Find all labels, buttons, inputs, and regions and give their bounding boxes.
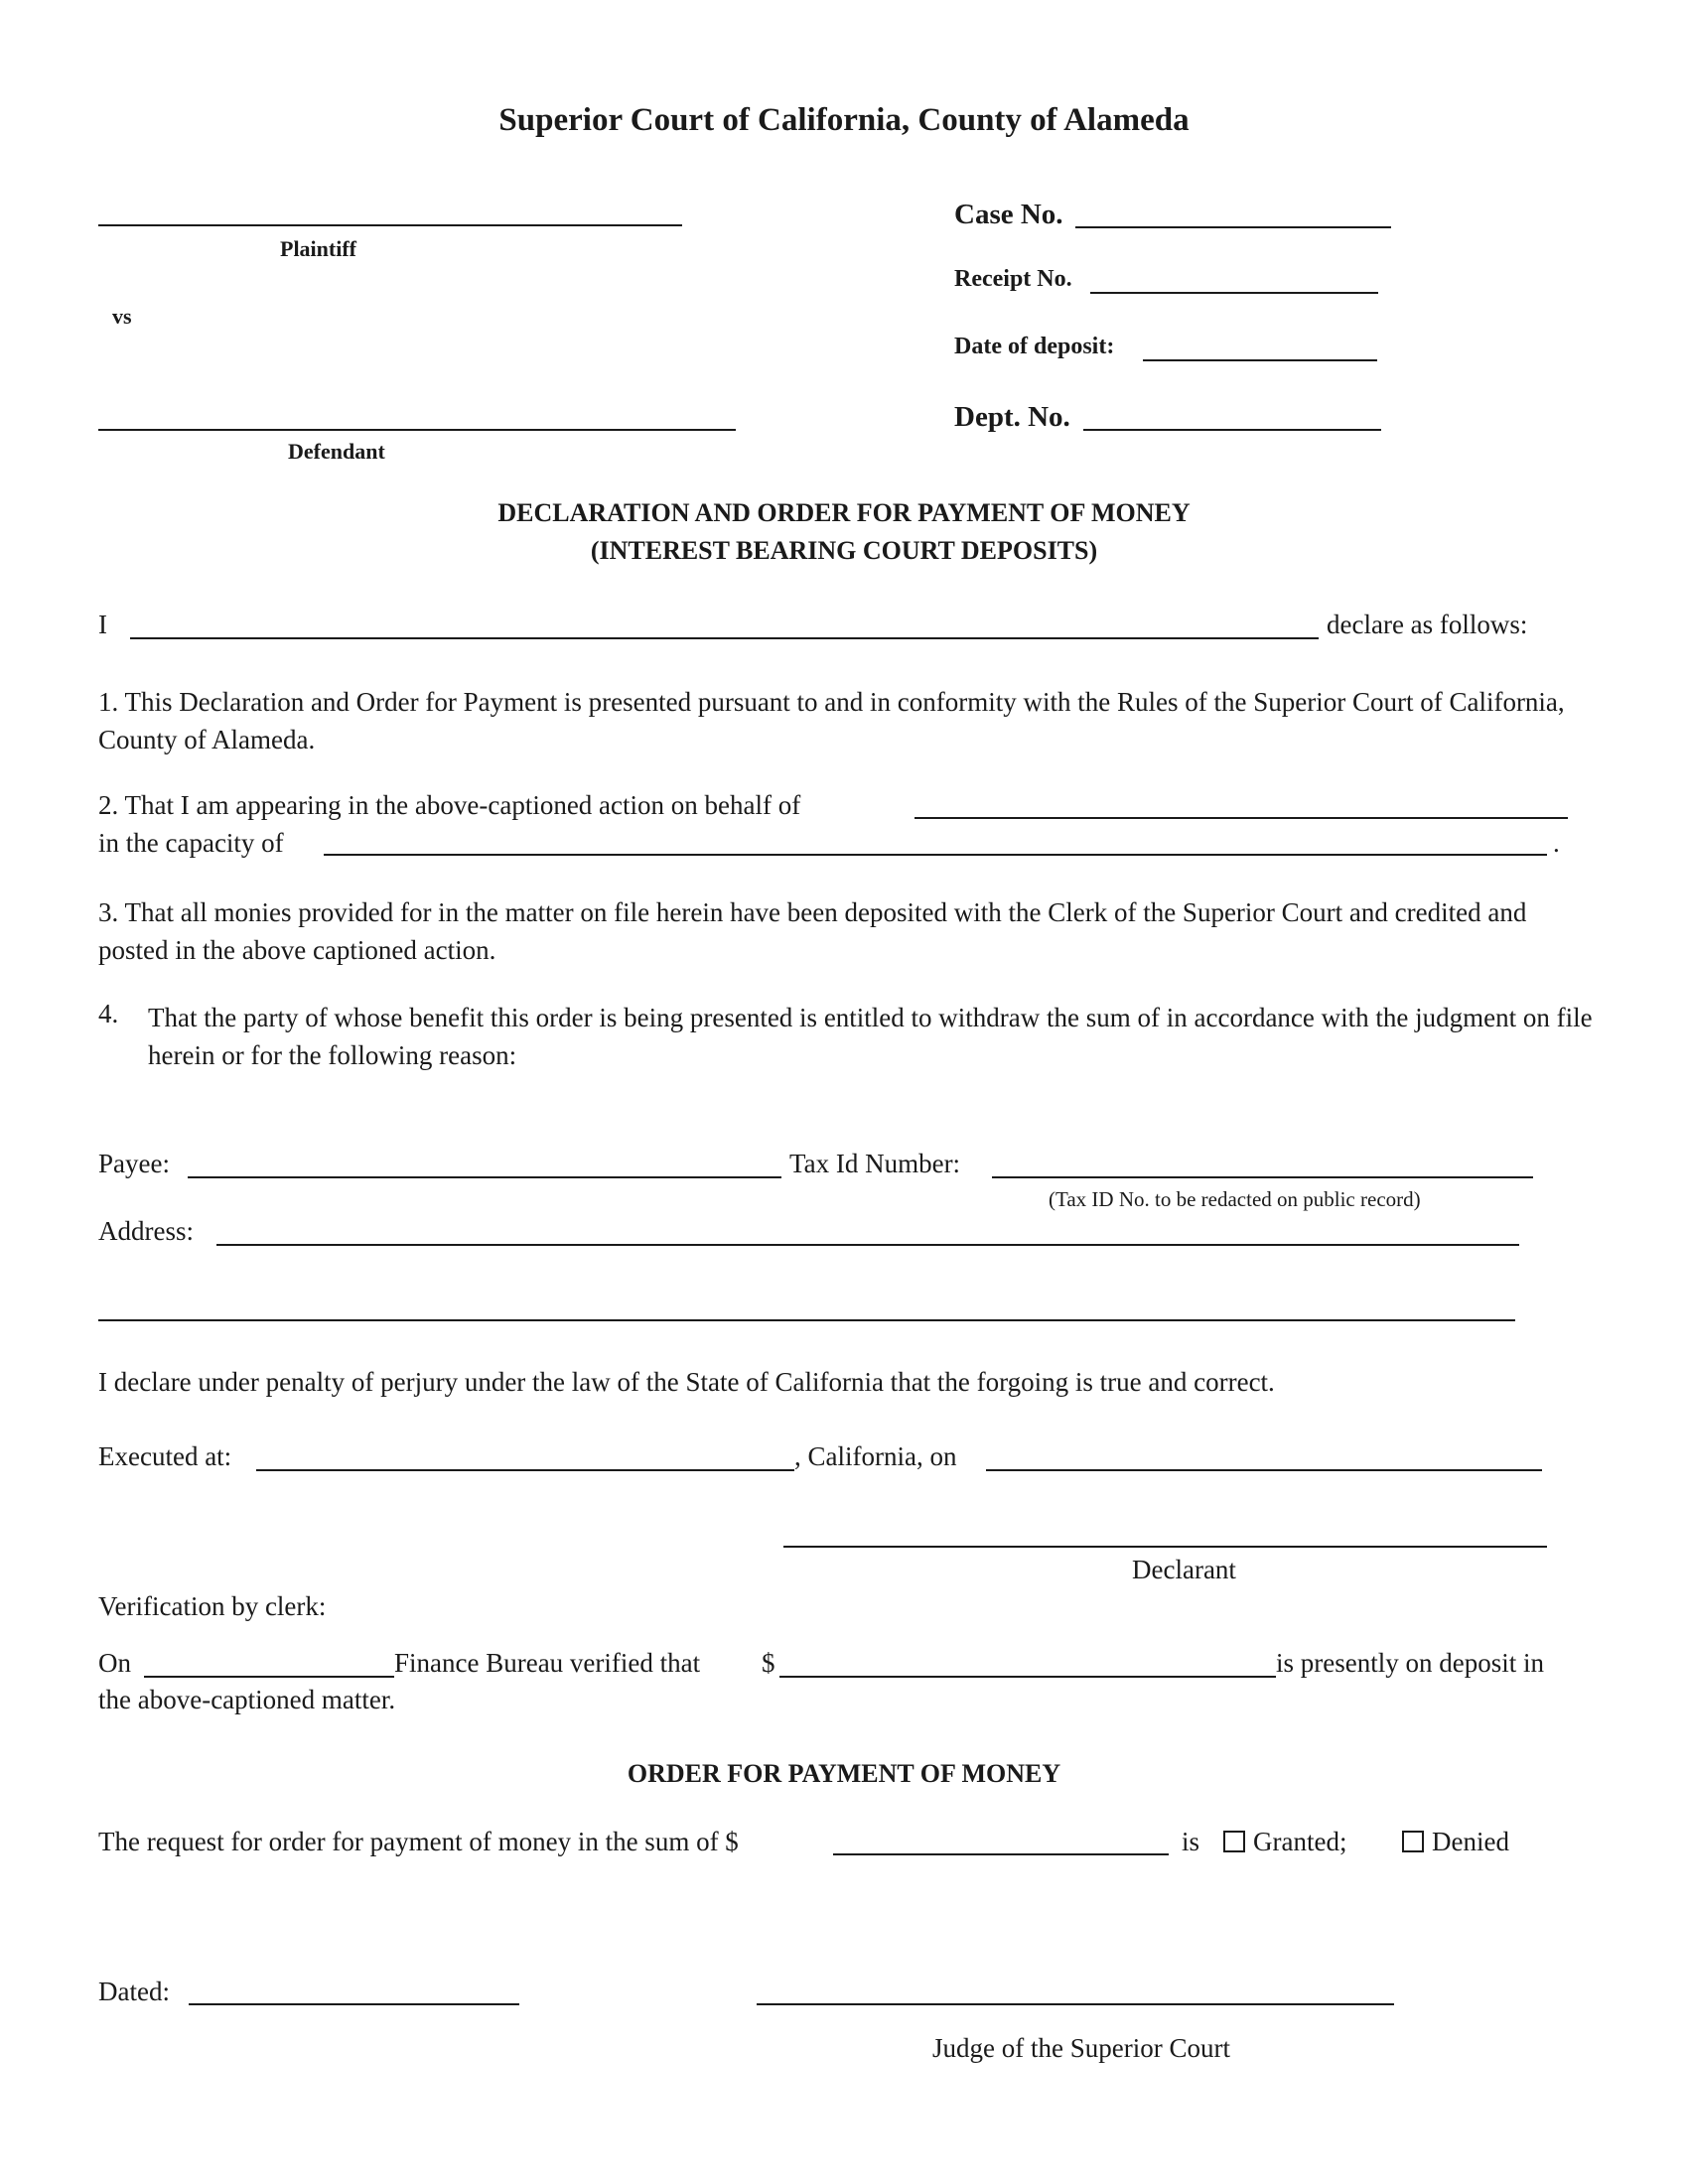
tax-id-note: (Tax ID No. to be redacted on public record) (1049, 1187, 1421, 1211)
executed-at-label: Executed at: (98, 1441, 232, 1471)
capacity-field[interactable] (324, 854, 1547, 856)
plaintiff-label: Plaintiff (280, 236, 356, 261)
form-heading-line2: (INTEREST BEARING COURT DEPOSITS) (590, 536, 1098, 565)
item-4-text: That the party of whose benefit this order is being presented is entitled to withdraw the sum of in accordance with the judgment on file herein or for the following reason: (148, 1003, 1593, 1070)
executed-date-field[interactable] (986, 1469, 1542, 1471)
denied-option[interactable] (1402, 1827, 1509, 1857)
capacity-period: . (1553, 828, 1560, 858)
on-deposit-label: is presently on deposit in (1276, 1648, 1544, 1678)
plaintiff-line[interactable] (98, 224, 682, 226)
order-amount-field[interactable] (833, 1853, 1169, 1855)
executed-at-field[interactable] (256, 1469, 794, 1471)
denied-checkbox[interactable] (1402, 1831, 1424, 1852)
granted-option[interactable] (1223, 1827, 1346, 1857)
deposit-amount-field[interactable] (779, 1676, 1276, 1678)
receipt-no-label: Receipt No. (954, 266, 1072, 292)
date-of-deposit-field[interactable] (1143, 359, 1377, 361)
order-title: ORDER FOR PAYMENT OF MONEY (627, 1759, 1061, 1788)
declarant-signature-line[interactable] (783, 1546, 1547, 1548)
verification-continuation: the above-captioned matter. (98, 1685, 396, 1714)
tax-id-field[interactable] (992, 1176, 1533, 1178)
dept-no-field[interactable] (1083, 429, 1381, 431)
defendant-label: Defendant (288, 439, 385, 464)
dated-label: Dated: (98, 1977, 170, 2006)
on-behalf-of-field[interactable] (914, 817, 1568, 819)
date-of-deposit-label: Date of deposit: (954, 334, 1115, 359)
payee-field[interactable] (188, 1176, 781, 1178)
dept-no-label: Dept. No. (954, 401, 1070, 433)
penalty-statement: I declare under penalty of perjury under the law of the State of California that the forgoing is true and correct. (98, 1367, 1275, 1397)
item-1-text: 1. This Declaration and Order for Payment is presented pursuant to and in conformity with the Rules of the Superior Court of California, County of Alameda. (98, 687, 1565, 754)
california-on-label: , California, on (794, 1441, 957, 1471)
judge-signature-line[interactable] (757, 2003, 1394, 2005)
court-title: Superior Court of California, County of Alameda (498, 102, 1190, 138)
declarant-label: Declarant (1132, 1555, 1236, 1584)
granted-label: Granted; (1253, 1827, 1347, 1856)
vs-label: vs (112, 304, 132, 329)
form-heading-line1: DECLARATION AND ORDER FOR PAYMENT OF MONEY (497, 498, 1191, 527)
item-2-text: 2. That I am appearing in the above-captioned action on behalf of (98, 790, 801, 820)
finance-bureau-label: Finance Bureau verified that (394, 1648, 701, 1678)
case-no-label: Case No. (954, 199, 1063, 230)
payee-label: Payee: (98, 1149, 170, 1178)
address-label: Address: (98, 1216, 194, 1246)
case-no-field[interactable] (1075, 226, 1391, 228)
item-3-text: 3. That all monies provided for in the matter on file herein have been deposited with the Clerk of the Superior Court and credited and posted in the above captioned action. (98, 897, 1527, 965)
order-is-label: is (1182, 1827, 1200, 1856)
dated-field[interactable] (189, 2003, 519, 2005)
verification-title: Verification by clerk: (98, 1591, 327, 1621)
capacity-label: in the capacity of (98, 828, 284, 858)
judge-label: Judge of the Superior Court (932, 2033, 1230, 2063)
verification-date-field[interactable] (144, 1676, 394, 1678)
granted-checkbox[interactable] (1223, 1831, 1245, 1852)
item-4-number: 4. (98, 999, 119, 1028)
dollar-sign: $ (762, 1648, 775, 1678)
denied-label: Denied (1432, 1827, 1509, 1856)
address-field-line1[interactable] (216, 1244, 1519, 1246)
defendant-line[interactable] (98, 429, 736, 431)
address-field-line2[interactable] (98, 1319, 1515, 1321)
receipt-no-field[interactable] (1090, 292, 1378, 294)
declare-as-follows-label: declare as follows: (1327, 610, 1528, 639)
order-request-label: The request for order for payment of money in the sum of $ (98, 1827, 739, 1856)
declarant-name-field[interactable] (130, 637, 1319, 639)
declarant-i-label: I (98, 610, 107, 639)
verification-on-label: On (98, 1648, 131, 1678)
tax-id-label: Tax Id Number: (789, 1149, 961, 1178)
